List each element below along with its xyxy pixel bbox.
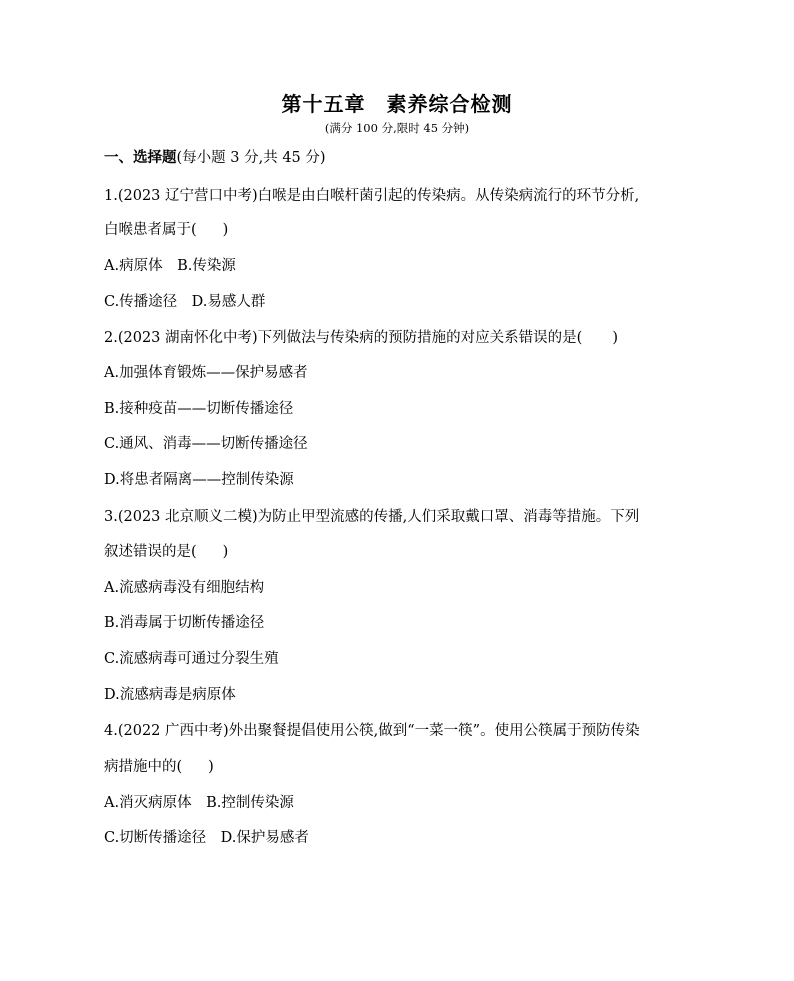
section-label: 一、选择题	[104, 150, 177, 166]
question-2-stem-text: 2.(2023 湖南怀化中考)下列做法与传染病的预防措施的对应关系错误的是(	[104, 330, 583, 346]
question-1-option: C.传播途径 D.易感人群	[104, 294, 266, 310]
question-2-stem	[104, 326, 618, 347]
question-1-stem-text: 白喉患者属于(	[104, 222, 197, 238]
question-3-stem-text: 叙述错误的是(	[104, 544, 197, 560]
question-1-option: A.病原体 B.传染源	[104, 258, 236, 274]
question-4-stem-cont	[104, 755, 214, 776]
question-3-option: B.消毒属于切断传播途径	[104, 615, 265, 631]
question-3-option: D.流感病毒是病原体	[104, 687, 236, 703]
page-title: 第十五章 素养综合检测	[281, 92, 513, 116]
question-1-stem: 1.(2023 辽宁营口中考)白喉是由白喉杆菌引起的传染病。从传染病流行的环节分析,	[104, 188, 640, 204]
question-3-option: C.流感病毒可通过分裂生殖	[104, 651, 279, 667]
question-4-option: C.切断传播途径 D.保护易感者	[104, 830, 309, 846]
question-4-stem-text: 病措施中的(	[104, 759, 183, 775]
question-3-stem-cont	[104, 540, 228, 561]
question-2-option: D.将患者隔离——控制传染源	[104, 472, 294, 488]
question-2-option: C.通风、消毒——切断传播途径	[104, 436, 308, 452]
question-1-paren: )	[222, 222, 229, 238]
question-3-stem: 3.(2023 北京顺义二模)为防止甲型流感的传播,人们采取戴口罩、消毒等措施。下列	[104, 509, 640, 525]
question-2-paren: )	[612, 330, 618, 346]
question-4-option: A.消灭病原体 B.控制传染源	[104, 795, 294, 811]
question-1-stem-cont	[104, 218, 228, 239]
question-2-option: B.接种疫苗——切断传播途径	[104, 401, 294, 417]
question-4-stem: 4.(2022 广西中考)外出聚餐提倡使用公筷,做到“一菜一筷”。使用公筷属于预防传染	[104, 723, 640, 739]
section-note: (每小题 3 分,共 45 分)	[176, 150, 326, 166]
question-2-option: A.加强体育锻炼——保护易感者	[104, 365, 308, 381]
question-4-paren: )	[208, 759, 214, 775]
page-subtitle: (满分 100 分,限时 45 分钟)	[324, 121, 470, 135]
question-3-paren: )	[222, 544, 229, 560]
section-heading	[104, 146, 326, 167]
question-3-option: A.流感病毒没有细胞结构	[104, 580, 265, 596]
